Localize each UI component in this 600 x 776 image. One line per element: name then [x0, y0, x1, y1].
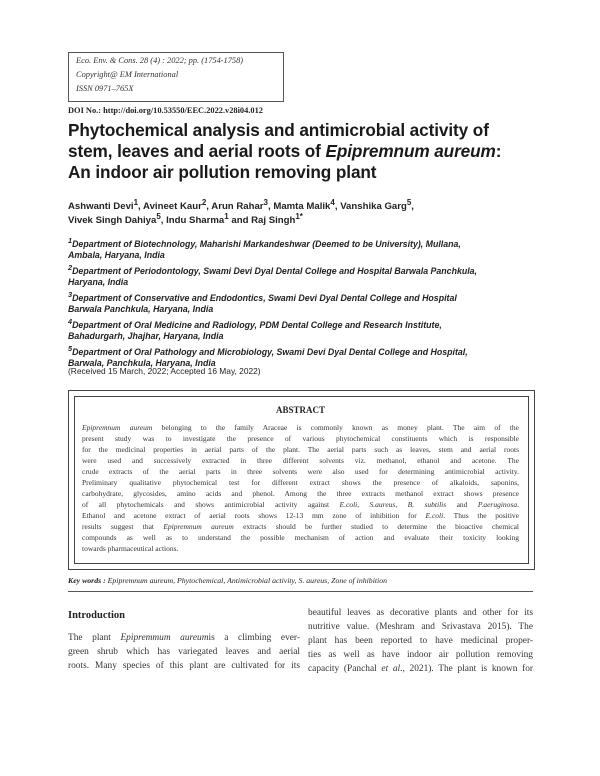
affiliation-2-cont: Haryana, India — [68, 277, 129, 287]
affiliation-4-cont: Bahadurgarh, Jhajhar, Haryana, India — [68, 331, 224, 341]
journal-copyright: Copyright@ EM International — [76, 70, 179, 79]
affiliation-4: $^4$Department of Oral Medicine and Radiology, PDM Dental College and Research Institute, — [68, 317, 442, 330]
introduction-heading: Introduction — [68, 610, 125, 621]
author-list-line-1: Ashwanti Devi$^1$, Avineet Kaur$^2$, Arun Rahar$^3$, Mamta Malik$^4$, Vanshika Garg$^5$, — [68, 198, 414, 213]
intro-right-line: ties as well as have indoor air pollution removing — [308, 650, 533, 660]
abstract-line: Epipremnum aureum belonging to the family Araceae is commonly known as money plant. The aim of the — [82, 423, 519, 432]
author-list-line-2: Vivek Singh Dahiya$^5$, Indu Sharma$^1$ and Raj Singh$^{1*}$ — [68, 212, 303, 227]
affiliation-5: $^5$Department of Oral Pathology and Microbiology, Swami Devi Dyal Dental College and Hospital, — [68, 344, 468, 357]
abstract-line: compounds as well as to understand the possible mechanism of action and evaluate their toxicity looking — [82, 533, 519, 542]
intro-right-line: nutritive value. (Meshram and Srivastava 2015). The — [308, 622, 533, 632]
abstract-line: present study was to investigate the presence of various phytochemical constituents which is responsible — [82, 434, 519, 443]
abstract-line: of all phytochemicals and shows antimicrobial activity against E.coli, S.aureus, B. subtilis and P.aeruginosa. — [82, 500, 519, 509]
abstract-line: results suggest that Epipremnum aureum extracts should be further studied to determine the bioactive chemical — [82, 522, 520, 531]
paper-title-line-3: An indoor air pollution removing plant — [68, 162, 377, 182]
intro-left-line: roots. Many species of this plant are cultivated for its — [68, 661, 300, 671]
keywords: Key words : Epipremnum aureum, Phytochemical, Antimicrobial activity, S. aureus, Zone of inhibition — [68, 576, 387, 585]
author: Vanshika Garg — [340, 201, 407, 213]
abstract-line: crude extracts of the aerial parts in three solvents were also used for determining antimicrobial activity. — [82, 467, 519, 476]
affiliation-5-cont: Barwala, Panchkula, Haryana, India — [68, 358, 216, 368]
abstract-line: Ethanol and acetone extract of aerial roots shows 12-13 mm zone of inhibition for E.coli. Thus the positive — [82, 511, 519, 520]
paper-title-line-2: stem, leaves and aerial roots of Epipremnum aureum: — [68, 141, 502, 161]
received-accepted-dates: (Received 15 March, 2022; Accepted 16 May, 2022) — [68, 366, 261, 376]
author: Indu Sharma — [166, 215, 225, 227]
affiliation-2: $^2$Department of Periodontology, Swami Devi Dyal Dental College and Hospital Barwala Panchkula, — [68, 263, 477, 276]
intro-right-line: capacity (Panchal et al., 2021). The plant is known for — [308, 664, 534, 674]
author: Avineet Kaur — [143, 201, 202, 213]
doi-link[interactable]: DOI No.: http://doi.org/10.53550/EEC.2022.v28i04.012 — [68, 106, 263, 115]
author: Ashwanti Devi — [68, 201, 134, 213]
abstract-line: towards pharmaceutical actions. — [82, 544, 179, 553]
journal-issn: ISSN 0971–765X — [76, 84, 134, 93]
journal-citation: Eco. Env. & Cons. 28 (4) : 2022; pp. (1754-1758) — [76, 56, 244, 65]
section-divider — [68, 591, 533, 592]
author: Vivek Singh Dahiya — [68, 215, 157, 227]
abstract-line: Preliminary qualitative phytochemical test for different extract shows the presence of alkaloids, saponins, — [82, 478, 519, 487]
affiliation-3: $^3$Department of Conservative and Endodontics, Swami Devi Dyal Dental College and Hospital — [68, 290, 457, 303]
intro-right-line: plant has been reported to have medicinal proper- — [308, 636, 533, 646]
abstract-line: were used and successively extracted in three different solvents viz. methanol, ethanol and acetone. The — [82, 456, 519, 465]
abstract-line: for the medicinal properties in aerial parts of the plant. The aerial parts such as leaves, stem and aerial roots — [82, 445, 519, 454]
intro-left-line: The plant Epipremmum aureumis a climbing ever- — [68, 633, 300, 643]
paper-title-line-1: Phytochemical analysis and antimicrobial activity of — [68, 120, 489, 140]
affiliation-1-cont: Ambala, Haryana, India — [68, 250, 165, 260]
abstract-line: carbohydrate, glycosides, amino acids and phenol. Among the three extracts methanol extract shows presence — [82, 489, 519, 498]
affiliation-3-cont: Barwala Panchkula, Haryana, India — [68, 304, 214, 314]
intro-right-line: beautiful leaves as decorative plants and other for its — [308, 608, 533, 618]
author: Arun Rahar — [211, 201, 264, 213]
author: Raj Singh — [251, 215, 296, 227]
abstract-heading: ABSTRACT — [275, 405, 325, 415]
affiliation-1: $^1$Department of Biotechnology, Maharishi Markandeshwar (Deemed to be University), Mullana, — [68, 236, 461, 249]
intro-left-line: green shrub which has variegated leaves and aerial — [68, 647, 300, 657]
author: Mamta Malik — [273, 201, 331, 213]
